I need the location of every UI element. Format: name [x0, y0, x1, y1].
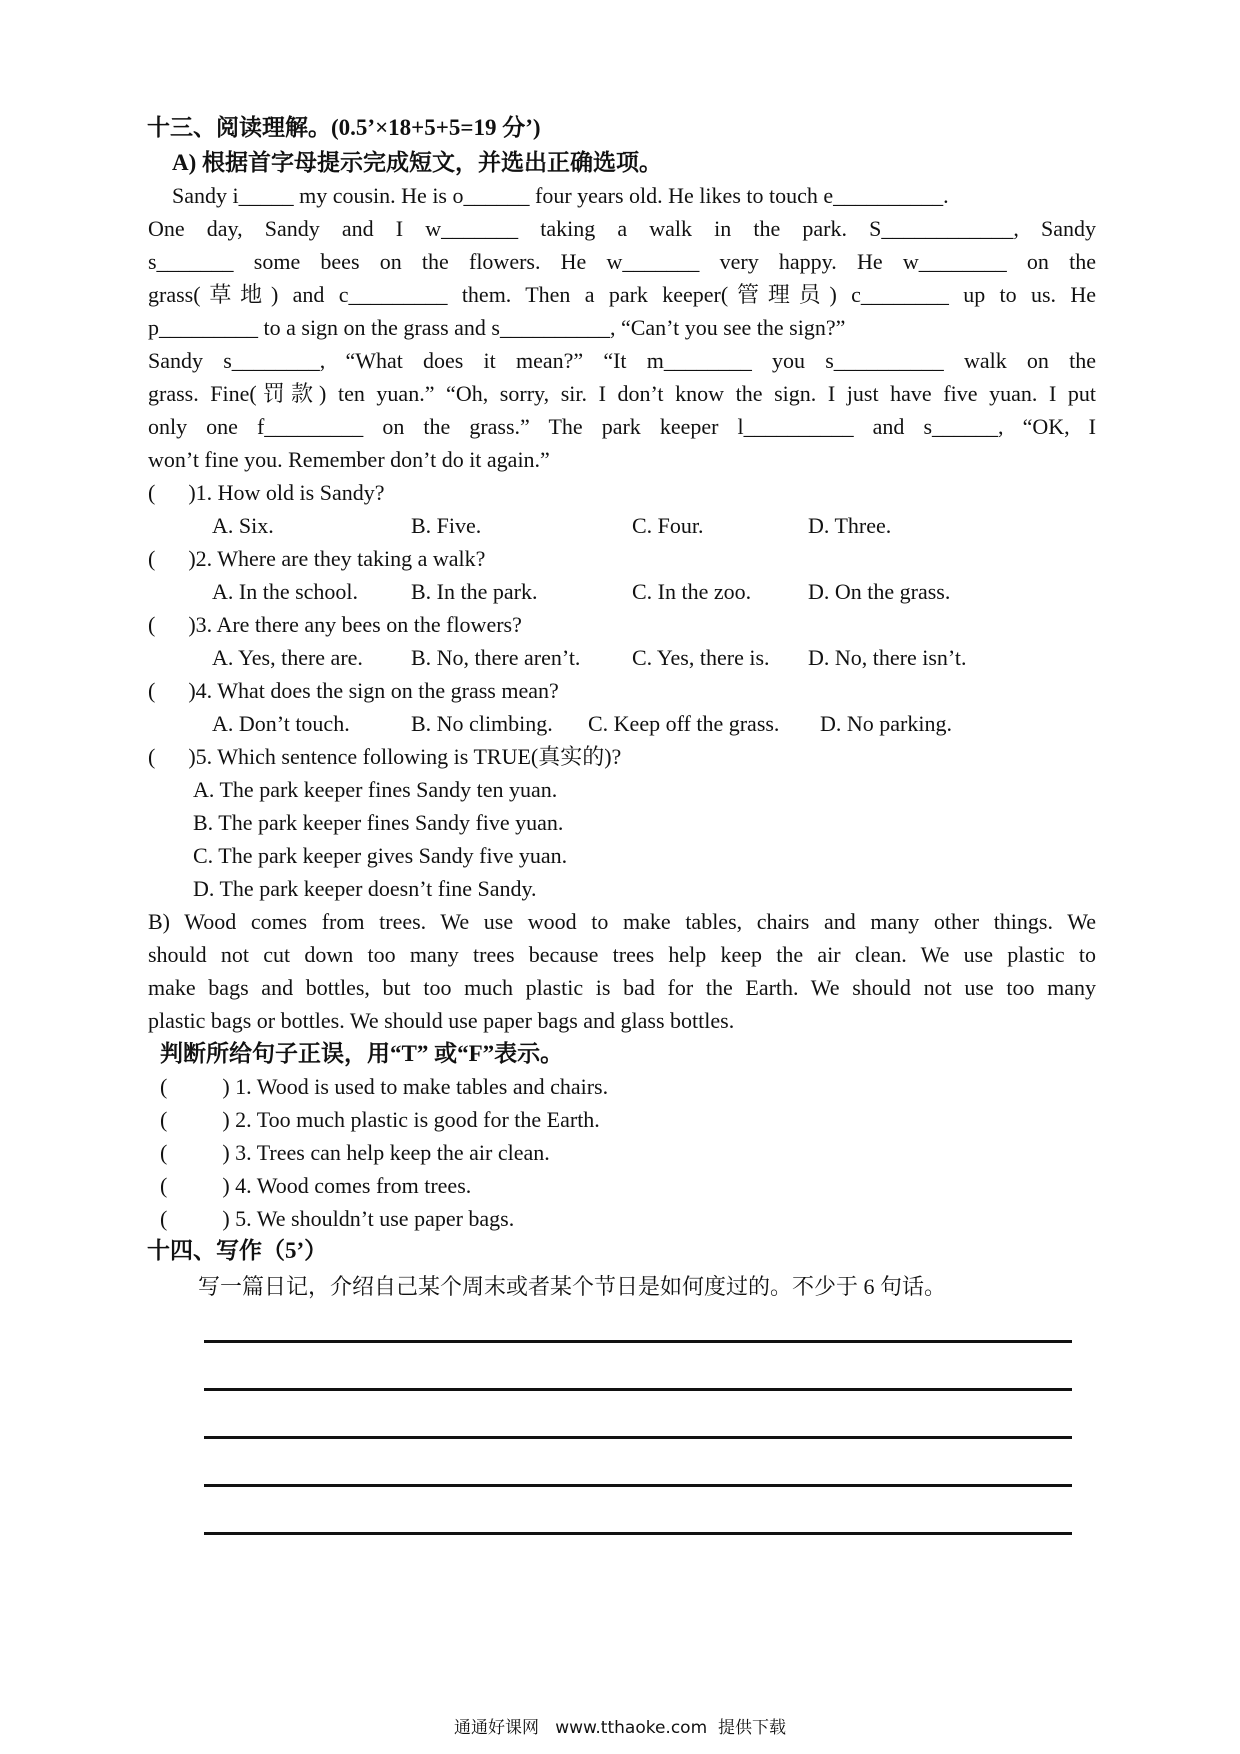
part-a-heading: A) 根据首字母提示完成短文，并选出正确选项。	[172, 150, 663, 175]
option: C. Four.	[632, 513, 704, 538]
writing-instruction: 写一篇日记，介绍自己某个周末或者某个节日是如何度过的。不少于 6 句话。	[198, 1274, 947, 1299]
tf-item: ( ) 1. Wood is used to make tables and chairs.	[160, 1074, 609, 1099]
passage-line: p_________ to a sign on the grass and s__________, “Can’t you see the sign?”	[148, 315, 846, 340]
option: B. The park keeper fines Sandy five yuan.	[193, 810, 564, 835]
question-4: ( )4. What does the sign on the grass mean?	[148, 678, 559, 703]
tf-item: ( ) 3. Trees can help keep the air clean.	[160, 1140, 550, 1165]
passage-line: One day, Sandy and I w_______ taking a walk in the park. S____________, Sandy	[148, 216, 1096, 241]
option: C. The park keeper gives Sandy five yuan.	[193, 843, 568, 868]
part-b-line: make bags and bottles, but too much plastic is bad for the Earth. We should not use too many	[148, 975, 1096, 1000]
tf-item: ( ) 4. Wood comes from trees.	[160, 1173, 472, 1198]
option: D. No, there isn’t.	[808, 645, 967, 670]
footer-credit: 通通好课网 www.tthaoke.com 提供下载	[454, 1718, 786, 1738]
section-13-title: 十三、阅读理解。(0.5’×18+5+5=19 分’)	[147, 115, 541, 140]
part-b-line: should not cut down too many trees because trees help keep the air clean. We use plastic to	[148, 942, 1096, 967]
option: D. The park keeper doesn’t fine Sandy.	[193, 876, 537, 901]
writing-answer-line[interactable]	[204, 1532, 1072, 1535]
passage-line: grass. Fine(罚款) ten yuan.” “Oh, sorry, sir. I don’t know the sign. I just have five yuan. I put	[148, 381, 1096, 406]
passage-line: Sandy s________, “What does it mean?” “It m________ you s__________ walk on the	[148, 348, 1096, 373]
option: B. No, there aren’t.	[411, 645, 581, 670]
passage-line: Sandy i_____ my cousin. He is o______ four years old. He likes to touch e__________.	[172, 183, 949, 208]
option: B. Five.	[411, 513, 482, 538]
tf-item: ( ) 5. We shouldn’t use paper bags.	[160, 1206, 515, 1231]
option: A. Don’t touch.	[212, 711, 350, 736]
option: D. No parking.	[820, 711, 952, 736]
option: B. No climbing.	[411, 711, 553, 736]
question-1: ( )1. How old is Sandy?	[148, 480, 385, 505]
tf-item: ( ) 2. Too much plastic is good for the Earth.	[160, 1107, 600, 1132]
section-14-title: 十四、写作（5’）	[147, 1238, 328, 1263]
writing-answer-line[interactable]	[204, 1388, 1072, 1391]
passage-line: only one f_________ on the grass.” The park keeper l__________ and s______, “OK, I	[148, 414, 1096, 439]
option: A. In the school.	[212, 579, 359, 604]
question-3: ( )3. Are there any bees on the flowers?	[148, 612, 522, 637]
option: D. On the grass.	[808, 579, 951, 604]
writing-answer-line[interactable]	[204, 1340, 1072, 1343]
part-b-line: B) Wood comes from trees. We use wood to make tables, chairs and many other things. We	[148, 909, 1096, 934]
option: D. Three.	[808, 513, 892, 538]
question-2: ( )2. Where are they taking a walk?	[148, 546, 486, 571]
option: A. Six.	[212, 513, 274, 538]
option: C. Keep off the grass.	[588, 711, 780, 736]
passage-line: s_______ some bees on the flowers. He w_______ very happy. He w________ on the	[148, 249, 1096, 274]
option: C. In the zoo.	[632, 579, 752, 604]
option: B. In the park.	[411, 579, 538, 604]
option: A. Yes, there are.	[212, 645, 363, 670]
part-b-instruction: 判断所给句子正误，用“T” 或“F”表示。	[160, 1041, 564, 1066]
passage-line: grass(草地) and c_________ them. Then a park keeper(管理员) c________ up to us. He	[148, 282, 1096, 307]
passage-line: won’t fine you. Remember don’t do it again.”	[148, 447, 550, 472]
option: C. Yes, there is.	[632, 645, 770, 670]
question-5: ( )5. Which sentence following is TRUE(真实的)?	[148, 744, 622, 769]
option: A. The park keeper fines Sandy ten yuan.	[193, 777, 558, 802]
writing-answer-line[interactable]	[204, 1484, 1072, 1487]
part-b-line: plastic bags or bottles. We should use paper bags and glass bottles.	[148, 1008, 735, 1033]
writing-answer-line[interactable]	[204, 1436, 1072, 1439]
